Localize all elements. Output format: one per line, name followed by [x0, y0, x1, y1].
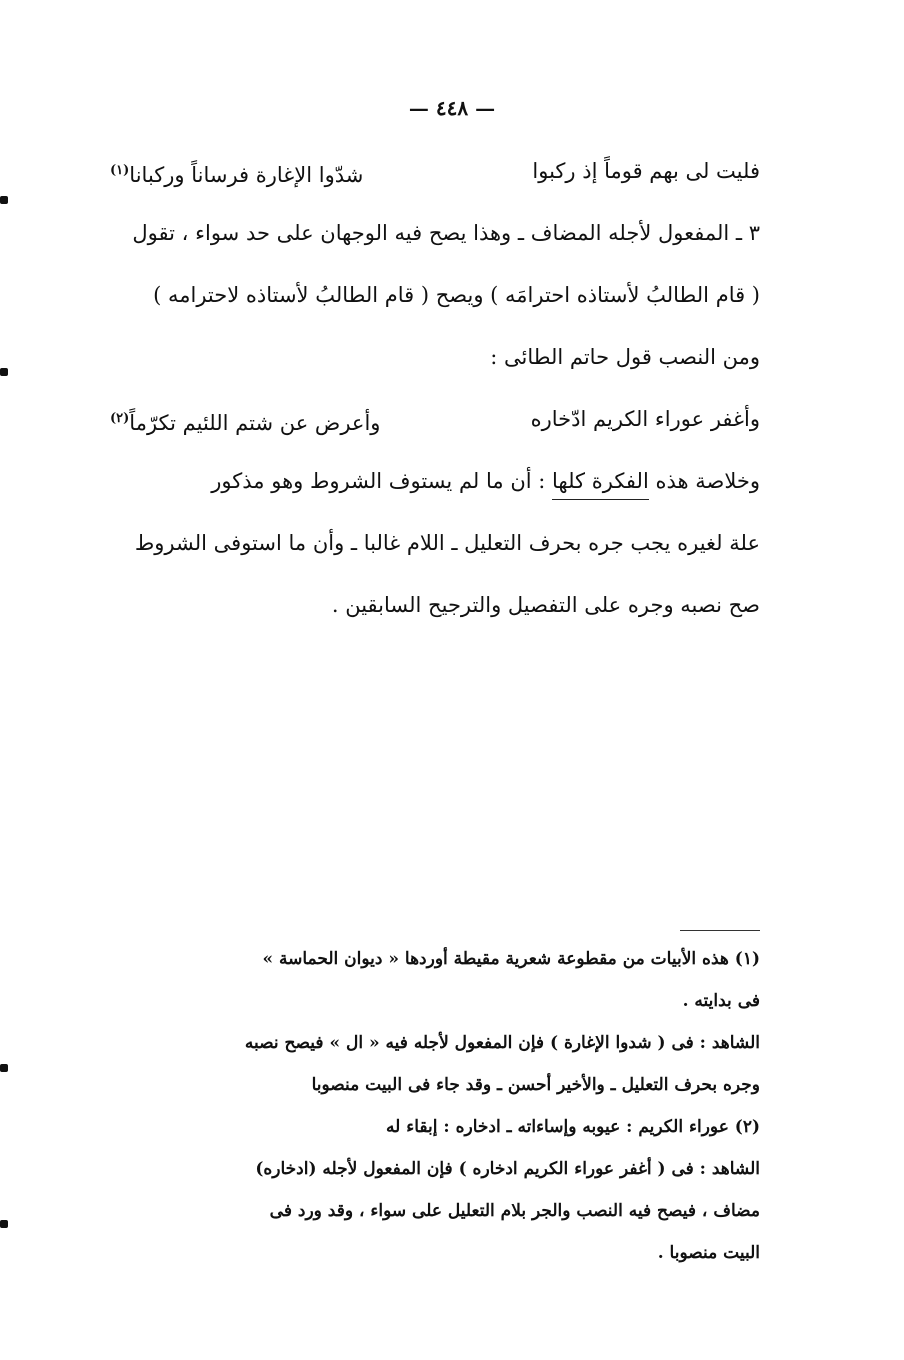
- summary-line: وخلاصة هذه الفكرة كلها : أن ما لم يستوف الشروط وهو مذكور: [110, 450, 760, 512]
- footnote-line: مضاف ، فيصح فيه النصب والجر بلام التعليل على سواء ، وقد ورد فى: [269, 1201, 760, 1221]
- verse-2-first-hemistich: وأغفر عوراء الكريم ادّخاره: [530, 407, 760, 431]
- body-line-1: ٣ ـ المفعول لأجله المضاف ـ وهذا يصح فيه الوجهان على حد سواء ، تقول: [132, 221, 760, 245]
- verse-line-2: [110, 388, 760, 450]
- body-line-4: علة لغيره يجب جره بحرف التعليل ـ اللام غالبا ـ وأن ما استوفى الشروط: [134, 531, 760, 555]
- footnote-ref-2: (٢): [110, 411, 130, 426]
- scan-edge-mark: [0, 196, 8, 204]
- body-line-3: ومن النصب قول حاتم الطائى :: [490, 345, 760, 369]
- footnote-line: (٢) عوراء الكريم : عيوبه وإساءاته ـ ادخاره : إبقاء له: [386, 1117, 760, 1137]
- footnotes-block: [96, 938, 760, 1274]
- footnote-line: البيت منصوبا .: [657, 1243, 760, 1263]
- footnote-line: الشاهد : فى ( شدوا الإغارة ) فإن المفعول لأجله فيه « ال » فيصح نصبه: [244, 1033, 760, 1053]
- verse-line-1: [110, 140, 760, 202]
- scan-edge-mark: [0, 368, 8, 376]
- main-text-block: [110, 140, 760, 636]
- footnote-divider: [680, 930, 760, 931]
- verse-1-first-hemistich: فليت لى بهم قوماً إذ ركبوا: [532, 159, 760, 183]
- footnote-line: فى بدايته .: [682, 991, 760, 1011]
- page-number: — ٤٤٨ —: [408, 96, 496, 120]
- verse-2-second-hemistich: وأعرض عن شتم اللئيم تكرّماً(٢): [110, 388, 380, 450]
- body-line-2: ( قام الطالبُ لأستاذه احترامَه ) ويصح ( قام الطالبُ لأستاذه لاحترامه ): [153, 283, 760, 307]
- scan-edge-mark: [0, 1220, 8, 1228]
- footnote-line: (١) هذه الأبيات من مقطوعة شعرية مقيطة أوردها « ديوان الحماسة »: [262, 949, 760, 969]
- underlined-phrase: الفكرة كلها: [552, 469, 649, 500]
- body-line-5: صح نصبه وجره على التفصيل والترجيح السابقين .: [331, 593, 760, 617]
- verse-1-second-hemistich: شدّوا الإغارة فرساناً وركبانا(١): [110, 140, 363, 202]
- footnote-ref-1: (١): [110, 163, 130, 178]
- footnote-line: الشاهد : فى ( أغفر عوراء الكريم ادخاره ) فإن المفعول لأجله (ادخاره): [255, 1159, 760, 1179]
- scan-edge-mark: [0, 1064, 8, 1072]
- footnote-line: وجره بحرف التعليل ـ والأخير أحسن ـ وقد جاء فى البيت منصوبا: [311, 1075, 760, 1095]
